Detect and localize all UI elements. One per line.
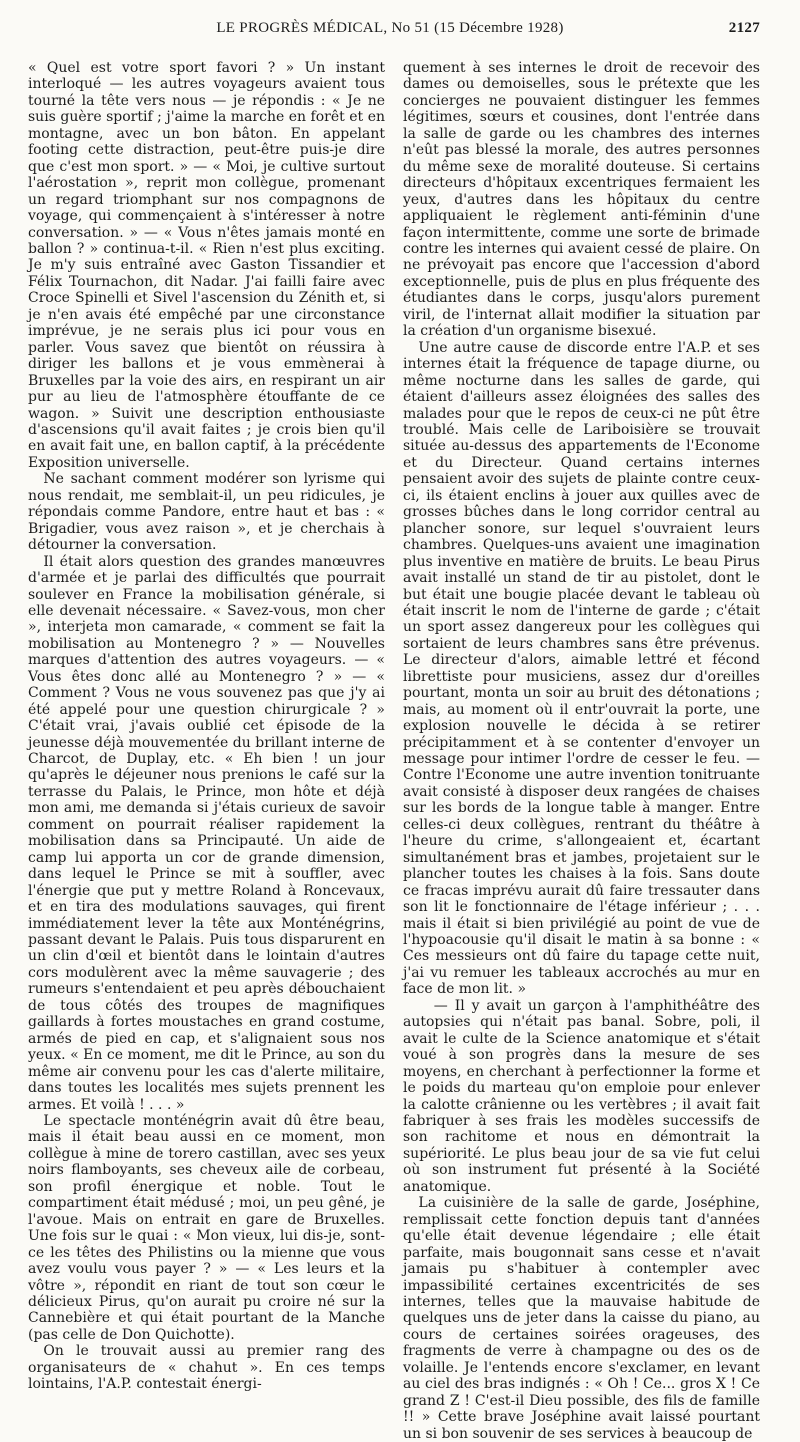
paragraph: Ne sachant comment modérer son lyrisme qui nous rendait, me semblait-il, un peu ridicules, je répondais comme Pandore, entre haut et bas : « Brigadier, vous avez raison », et je cherchais à détourner la conversation.	[28, 471, 385, 554]
paragraph: Il était alors question des grandes manœuvres d'armée et je parlai des difficultés que pourrait soulever en France la mobilisation générale, si elle devenait nécessaire. « Savez-vous, mon cher », interjeta mon camarade, « comment se fait la mobilisation au Montenegro ? » — Nouvelles marques d'attention des autres voyageurs. — « Vous êtes donc allé au Montenegro ? » — « Comment ? Vous ne vous souvenez pas que j'y ai été appelé pour une question chirurgicale ? » C'était vrai, j'avais oublié cet épisode de la jeunesse déjà mouvementée du brillant interne de Charcot, de Duplay, etc. « Eh bien ! un jour qu'après le déjeuner nous prenions le café sur la terrasse du Palais, le Prince, mon hôte et déjà mon ami, me demanda si j'étais curieux de savoir comment on pourrait réaliser rapidement la mobilisation dans sa Principauté. Un aide de camp lui apporta un cor de grande dimension, dans lequel le Prince se mit à souffler, avec l'énergie que put y mettre Roland à Roncevaux, et en tira des modulations sauvages, qui firent immédiatement lever la tête aux Monténégrins, passant devant le Palais. Puis tous disparurent en un clin d'œil et bientôt dans le lointain d'autres cors modulèrent avec la même sauvagerie ; des rumeurs s'entendaient et peu après débouchaient de tous côtés des troupes de magnifiques gaillards à fortes moustaches en grand costume, armés de pied en cap, et s'alignaient sous nos yeux. « En ce moment, me dit le Prince, au son du même air convenu pour les cas d'alerte militaire, dans toutes les localités mes sujets prennent les armes. Et voilà ! . . . »	[28, 553, 385, 1113]
journal-title: LE PROGRÈS MÉDICAL, No 51 (15 Décembre 1928)	[216, 20, 564, 36]
left-column	[28, 60, 385, 1393]
running-header	[20, 20, 760, 42]
paragraph: — Il y avait un garçon à l'amphithéâtre des autopsies qui n'était pas banal. Sobre, poli, il avait le culte de la Science anatomique et s'était voué à son progrès dans la mesure de ses moyens, en cherchant à perfectionner la forme et le poids du marteau qu'on emploie pour enlever la calotte crânienne ou les vertèbres ; il avait fait fabriquer à ses frais les modèles successifs de son rachitome et nous en démontrait la supériorité. Le plus beau jour de sa vie fut celui où son instrument fut présenté à la Société anatomique.	[403, 997, 760, 1195]
paragraph: La cuisinière de la salle de garde, Joséphine, remplissait cette fonction depuis tant d'années qu'elle était devenue légendaire ; elle était parfaite, mais bougonnait sans cesse et n'avait jamais pu s'habituer à contempler avec impassibilité certaines excentricités de ses internes, telles que la mauvaise habitude de quelques uns de jeter dans la caisse du piano, au cours de certaines soirées orageuses, des fragments de verre à champagne ou des os de volaille. Je l'entends encore s'exclamer, en levant au ciel des bras indignés : « Oh ! Ce... gros X ! Ce grand Z ! C'est-il Dieu possible, des fils de famille !! » Cette brave Joséphine avait laissé pourtant un si bon souvenir de ses services à beaucoup de	[403, 1195, 760, 1442]
paragraph: Le spectacle monténégrin avait dû être beau, mais il était beau aussi en ce moment, mon collègue à mine de torero castillan, avec ses yeux noirs flamboyants, ses cheveux aile de corbeau, son profil énergique et noble. Tout le compartiment était médusé ; moi, un peu gêné, je l'avoue. Mais on entrait en gare de Bruxelles. Une fois sur le quai : « Mon vieux, lui dis-je, sont-ce les têtes des Philistins ou la mienne que vous avez voulu vous payer ? » — « Les leurs et la vôtre », répondit en riant de tout son cœur le délicieux Pirus, qu'on aurait pu croire né sur la Cannebière et qui était pourtant de la Manche (pas celle de Don Quichotte).	[28, 1113, 385, 1343]
paragraph: Une autre cause de discorde entre l'A.P. et ses internes était la fréquence de tapage diurne, ou même nocturne dans les salles de garde, qui étaient d'ailleurs assez éloignées des salles des malades pour que le repos de ceux-ci ne pût être troublé. Mais celle de Lariboisière se trouvait située au-dessus des appartements de l'Econome et du Directeur. Quand certains internes pensaient avoir des sujets de plainte contre ceux-ci, ils étaient enclins à jouer aux quilles avec de grosses bûches dans le long corridor central au plancher sonore, sur lequel s'ouvraient leurs chambres. Quelques-uns avaient une imagination plus inventive en matière de bruits. Le beau Pirus avait installé un stand de tir au pistolet, dont le but était une bougie placée devant le tableau où était inscrit le nom de l'interne de garde ; c'était un sport assez dangereux pour les collègues qui sortaient de leurs chambres sans être prévenus. Le directeur d'alors, aimable lettré et fécond librettiste pour musiciens, assez dur d'oreilles pourtant, monta un soir au bruit des détonations ; mais, au moment où il entr'ouvrait la porte, une explosion nouvelle le décida à se retirer précipitamment et à se contenter d'envoyer un message pour intimer l'ordre de cesser le feu. — Contre l'Econome une autre invention tonitruante avait consisté à disposer deux rangées de chaises sur les bords de la longue table à manger. Entre celles-ci deux collègues, rentrant du théâtre à l'heure du crime, s'allongeaient et, écartant simultanément bras et jambes, projetaient sur le plancher toutes les chaises à la fois. Sans doute ce fracas imprévu aurait dû faire tressauter dans son lit le fonctionnaire de l'étage inférieur ; . . . mais il était si bien privilégié au point de vue de l'hypoacousie qu'il disait le matin à sa bonne : « Ces messieurs ont dû faire du tapage cette nuit, j'ai vu remuer les tableaux accrochés au mur en face de mon lit. »	[403, 339, 760, 998]
paragraph: « Quel est votre sport favori ? » Un instant interloqué — les autres voyageurs avaient tous tourné la tête vers nous — je répondis : « Je ne suis guère sportif ; j'aime la marche en forêt et en montagne, avec un bon bâton. En appelant footing cette distraction, peut-être puis-je dire que c'est mon sport. » — « Moi, je cultive surtout l'aérostation », reprit mon collègue, promenant un regard triomphant sur nos compagnons de voyage, qui commençaient à s'intéresser à notre conversation. » — « Vous n'êtes jamais monté en ballon ? » continua-t-il. « Rien n'est plus exciting. Je m'y suis entraîné avec Gaston Tissandier et Félix Tournachon, dit Nadar. J'ai failli faire avec Croce Spinelli et Sivel l'ascension du Zénith et, si je n'en avais été empêché par une circonstance imprévue, je ne serais plus ici pour vous en parler. Vous savez que bientôt on réussira à diriger les ballons et je vous emmènerai à Bruxelles par la voie des airs, en respirant un air pur au lieu de l'atmosphère étouffante de ce wagon. » Suivit une description enthousiaste d'ascensions qu'il avait faites ; je crois bien qu'il en avait fait une, en ballon captif, à la précédente Exposition universelle.	[28, 60, 385, 471]
text-columns	[28, 60, 760, 1442]
paragraph: quement à ses internes le droit de recevoir des dames ou demoiselles, sous le prétexte que les concierges ne pouvaient distinguer les femmes légitimes, sœurs et cousines, dont l'entrée dans la salle de garde ou les chambres des internes n'eût pas blessé la morale, des autres personnes du même sexe de moralité douteuse. Si certains directeurs d'hôpitaux excentriques fermaient les yeux, d'autres dans les hôpitaux du centre appliquaient le règlement anti-féminin d'une façon intermittente, comme une sorte de brimade contre les internes qui avaient cessé de plaire. On ne prévoyait pas encore que l'accession d'abord exceptionnelle, puis de plus en plus fréquente des étudiantes dans le corps, jusqu'alors purement viril, de l'internat allait modifier la situation par la création d'un organisme bisexué.	[403, 60, 760, 340]
right-column	[403, 60, 760, 1442]
page-number: 2127	[728, 20, 760, 36]
paragraph: On le trouvait aussi au premier rang des organisateurs de « chahut ». En ces temps lointains, l'A.P. contestait énergi-	[28, 1343, 385, 1393]
